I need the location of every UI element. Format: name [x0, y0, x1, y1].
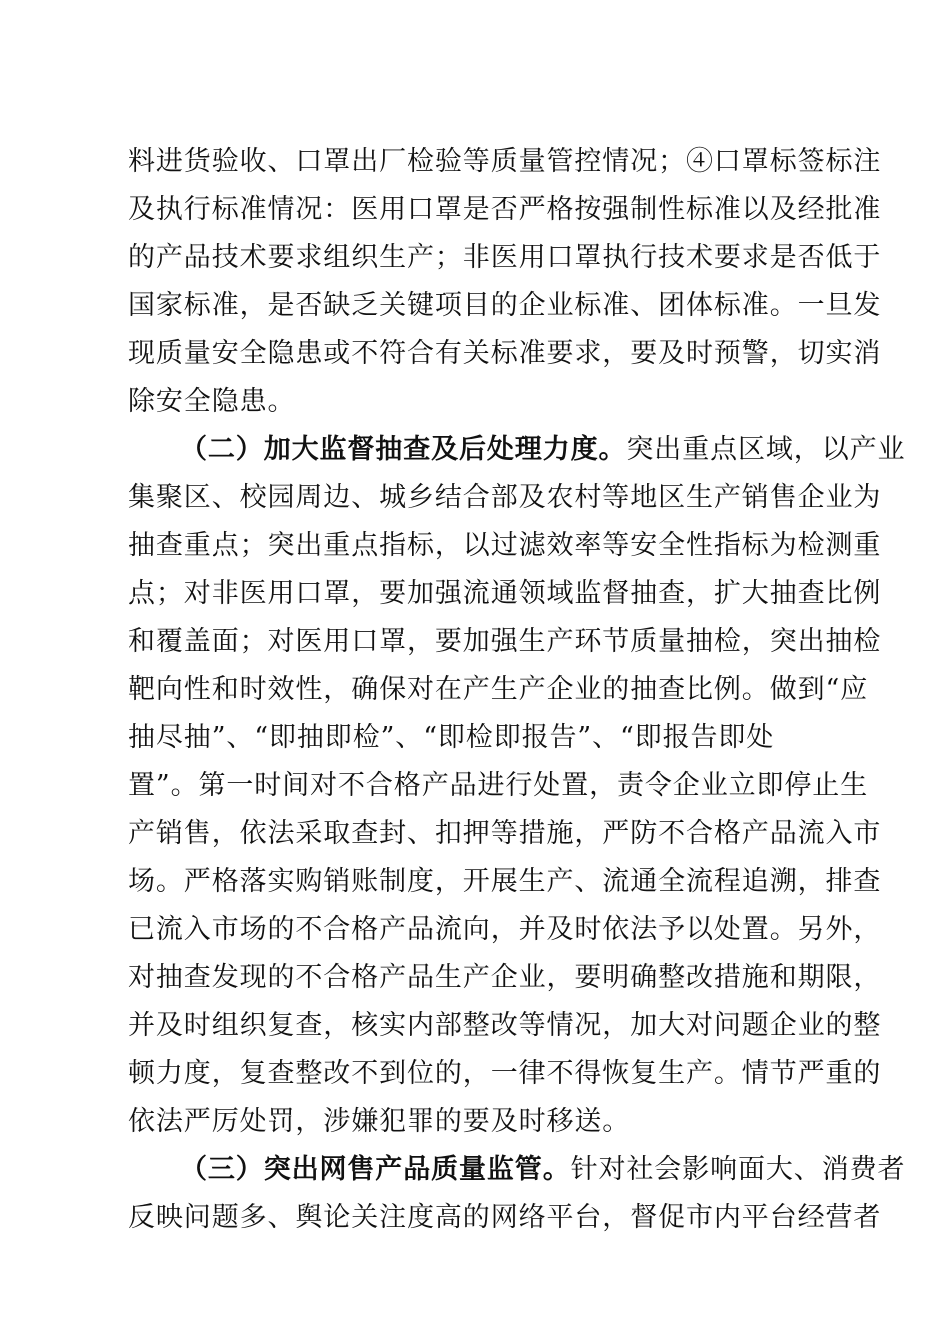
paragraph-line: 集聚区、校园周边、城乡结合部及农村等地区生产销售企业为 [128, 482, 882, 513]
paragraph-line: 顿力度，复查整改不到位的，一律不得恢复生产。情节严重的 [128, 1058, 882, 1089]
paragraph-line: 和覆盖面；对医用口罩，要加强生产环节质量抽检，突出抽检 [128, 626, 882, 657]
paragraph-line: 现质量安全隐患或不符合有关标准要求，要及时预警，切实消 [128, 338, 882, 369]
paragraph-line: 置”。第一时间对不合格产品进行处置，责令企业立即停止生 [128, 770, 869, 801]
section-three-first-text: 针对社会影响面大、消费者 [570, 1154, 906, 1185]
section-two-heading: （二）加大监督抽查及后处理力度。 [180, 434, 627, 465]
section-three-heading: （三）突出网售产品质量监管。 [180, 1154, 571, 1185]
paragraph-line: 国家标准，是否缺乏关键项目的企业标准、团体标准。一旦发 [128, 290, 882, 321]
section-three-first-line [180, 1152, 905, 1188]
paragraph-line: 已流入市场的不合格产品流向，并及时依法予以处置。另外， [128, 914, 882, 945]
section-two-first-text: 突出重点区域，以产业 [626, 434, 906, 465]
section-two-first-line [180, 432, 905, 468]
paragraph-line: 并及时组织复查，核实内部整改等情况，加大对问题企业的整 [128, 1010, 882, 1041]
paragraph-line: 靶向性和时效性，确保对在产生产企业的抽查比例。做到“应 [128, 674, 869, 705]
paragraph-line: 及执行标准情况：医用口罩是否严格按强制性标准以及经批准 [128, 194, 882, 225]
paragraph-line: 抽尽抽”、“即抽即检”、“即检即报告”、“即报告即处 [128, 722, 775, 753]
paragraph-line: 对抽查发现的不合格产品生产企业，要明确整改措施和期限， [128, 962, 882, 993]
paragraph-line: 反映问题多、舆论关注度高的网络平台，督促市内平台经营者 [128, 1202, 882, 1233]
paragraph-line: 场。严格落实购销账制度，开展生产、流通全流程追溯，排查 [128, 866, 882, 897]
paragraph-line: 点；对非医用口罩，要加强流通领域监督抽查，扩大抽查比例 [128, 578, 882, 609]
paragraph-line: 产销售，依法采取查封、扣押等措施，严防不合格产品流入市 [128, 818, 882, 849]
paragraph-line: 抽查重点；突出重点指标，以过滤效率等安全性指标为检测重 [128, 530, 882, 561]
paragraph-line: 除安全隐患。 [128, 386, 296, 417]
paragraph-line: 料进货验收、口罩出厂检验等质量管控情况；④口罩标签标注 [128, 146, 882, 177]
paragraph-line: 依法严厉处罚，涉嫌犯罪的要及时移送。 [128, 1106, 631, 1137]
paragraph-line: 的产品技术要求组织生产；非医用口罩执行技术要求是否低于 [128, 242, 882, 273]
